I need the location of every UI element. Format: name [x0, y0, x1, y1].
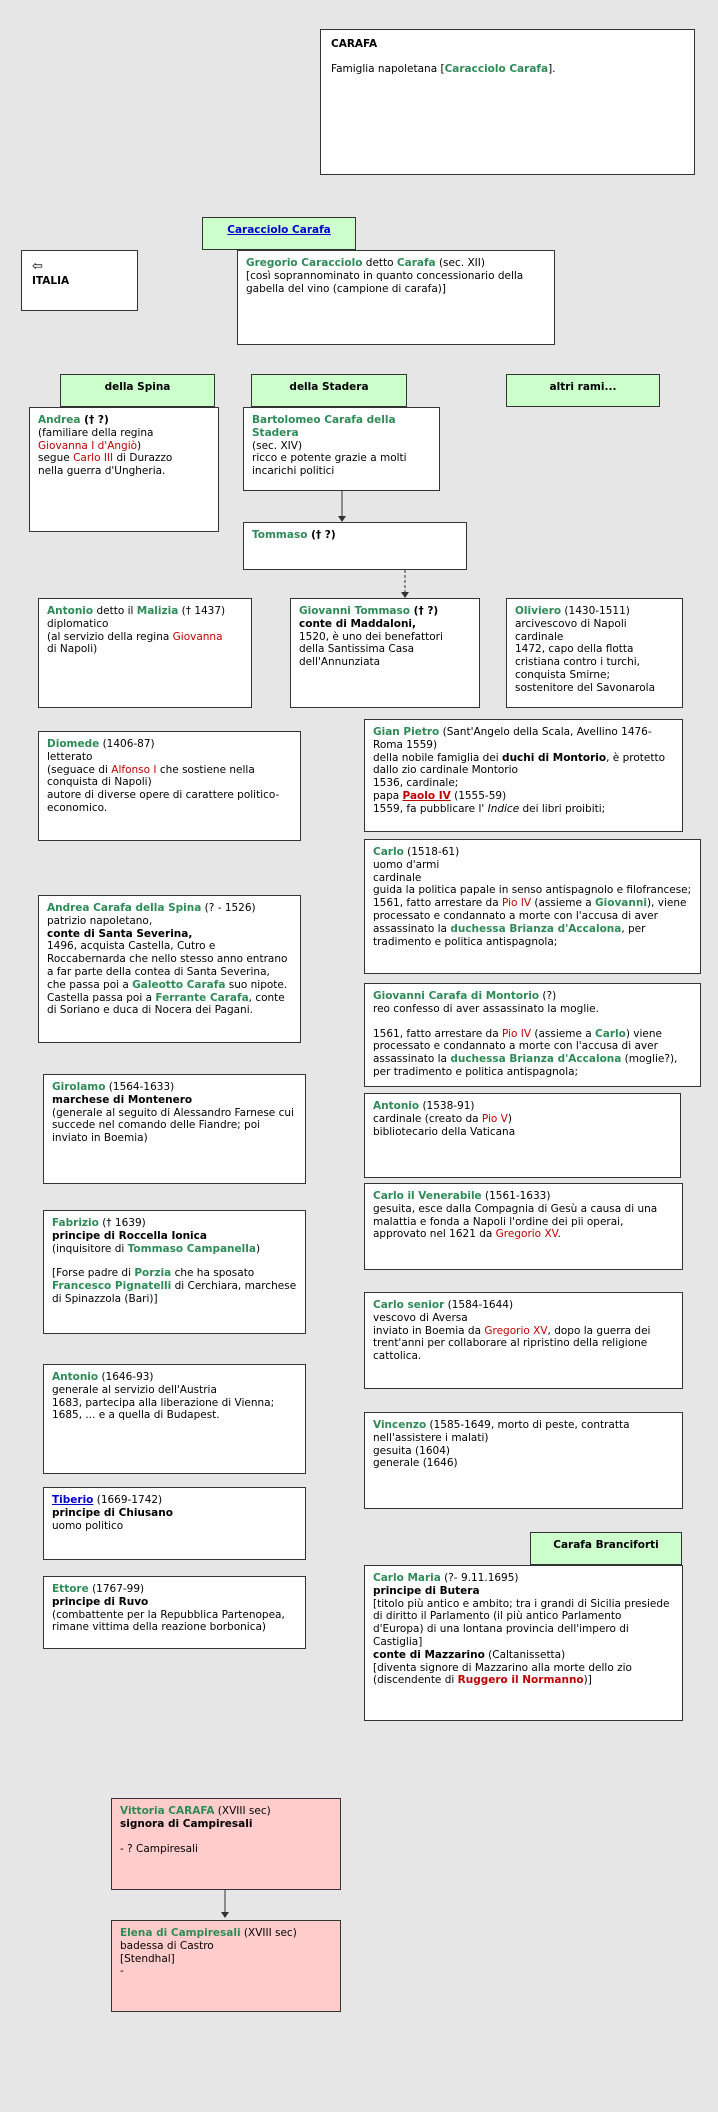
paolo-iv-link[interactable]: Paolo IV — [402, 789, 451, 802]
giovanni-tommaso-box: Giovanni Tommaso († ?) conte di Maddaloni, 1520, è uno dei benefattori della Santissima Casa dell'Annunziata — [290, 598, 480, 708]
carlo-venerabile-box: Carlo il Venerabile (1561-1633) gesuita, esce dalla Compagnia di Gesù a causa di una malattia e fonda a Napoli l'ordine dei pii operai, approvato nel 1621 da Gregorio XV. — [364, 1183, 683, 1270]
carlo-maria-box: Carlo Maria (?- 9.11.1695) principe di Butera [titolo più antico e ambito; tra i grandi di Sicilia presiede di diritto il Parlamento (il più antico Parlamento d'Europa) di una lontana provincia dell'impero di Castiglia] conte di Mazzarino (Caltanissetta) [diventa signore di Mazzarino alla morte dello zio (discendente di Ruggero il Normanno)] — [364, 1565, 683, 1721]
branch-stadera-header: della Stadera — [251, 374, 407, 407]
italia-link[interactable]: ITALIA — [32, 274, 70, 287]
gian-pietro-box: Gian Pietro (Sant'Angelo della Scala, Avellino 1476-Roma 1559) della nobile famiglia dei duchi di Montorio, è protetto dallo zio cardinale Montorio 1536, cardinale; papa Paolo IV (1555-59) 1559, fa pubblicare l' Indice dei libri proibiti; — [364, 719, 683, 832]
gregorio-box: Gregorio Caracciolo detto Carafa (sec. XII) [così soprannominato in quanto concessionario della gabella del vino (campione di carafa)] — [237, 250, 555, 345]
caracciolo-carafa-header[interactable]: Caracciolo Carafa — [202, 217, 356, 250]
girolamo-box: Girolamo (1564-1633) marchese di Montenero (generale al seguito di Alessandro Farnese cui succede nel comando delle Fiandre; poi inviato in Boemia) — [43, 1074, 306, 1184]
giovanni-montorio-box: Giovanni Carafa di Montorio (?) reo confesso di aver assassinato la moglie. 1561, fatto arrestare da Pio IV (assieme a Carlo) viene processato e condannato a morte con l'accusa di aver assassinato la duchessa Brianza d'Accalona (moglie?), per tradimento e politica antispagnola; — [364, 983, 701, 1087]
carlo-senior-box: Carlo senior (1584-1644) vescovo di Aversa inviato in Boemia da Gregorio XV, dopo la guerra dei trent'anni per collaborare al ripristino della religione cattolica. — [364, 1292, 683, 1389]
branch-altri-header: altri rami... — [506, 374, 660, 407]
family-title-box — [320, 29, 695, 175]
ettore-box: Ettore (1767-99) principe di Ruvo (combattente per la Repubblica Partenopea, rimane vittima della reazione borbonica) — [43, 1576, 306, 1649]
antonio-1538-box: Antonio (1538-91) cardinale (creato da Pio V) bibliotecario della Vaticana — [364, 1093, 681, 1178]
bartolomeo-box: Bartolomeo Carafa della Stadera (sec. XIV) ricco e potente grazie a molti incarichi politici — [243, 407, 440, 491]
fabrizio-box: Fabrizio († 1639) principe di Roccella Ionica (inquisitore di Tommaso Campanella) [Forse padre di Porzia che ha sposato Francesco Pignatelli di Cerchiara, marchese di Spinazzola (Bari)] — [43, 1210, 306, 1334]
arrow-head — [221, 1912, 229, 1918]
andrea-box: Andrea († ?) (familiare della regina Giovanna I d'Angiò) segue Carlo III di Durazzo nella guerra d'Ungheria. — [29, 407, 219, 532]
tommaso-box: Tommaso († ?) — [243, 522, 467, 570]
tiberio-link[interactable]: Tiberio — [52, 1494, 94, 1506]
back-arrow-icon[interactable]: ⇦ — [32, 259, 43, 274]
family-title: CARAFA — [331, 38, 378, 50]
carlo-1518-box: Carlo (1518-61) uomo d'armi cardinale guida la politica papale in senso antispagnolo e filofrancese; 1561, fatto arrestare da Pio IV (assieme a Giovanni), viene processato e condannato a morte con l'accusa di aver assassinato la duchessa Brianza d'Accalona, per tradimento e politica antispagnola; — [364, 839, 701, 974]
italia-nav[interactable] — [21, 250, 138, 311]
branciforti-header: Carafa Branciforti — [530, 1532, 682, 1565]
tiberio-box: Tiberio (1669-1742) principe di Chiusano uomo politico — [43, 1487, 306, 1560]
elena-box: Elena di Campiresali (XVIII sec) badessa di Castro [Stendhal] - — [111, 1920, 341, 2012]
caracciolo-link[interactable]: Caracciolo Carafa — [444, 62, 549, 75]
branch-spina-header: della Spina — [60, 374, 215, 407]
vittoria-box: Vittoria CARAFA (XVIII sec) signora di Campiresali - ? Campiresali — [111, 1798, 341, 1890]
vincenzo-box: Vincenzo (1585-1649, morto di peste, contratta nell'assistere i malati) gesuita (1604) generale (1646) — [364, 1412, 683, 1509]
andrea-spina-box: Andrea Carafa della Spina (? - 1526) patrizio napoletano, conte di Santa Severina, 1496, acquista Castella, Cutro e Roccabernarda che nello stesso anno entrano a far parte della contea di Santa Severina, che passa poi a Galeotto Carafa suo nipote. Castella passa poi a Ferrante Carafa, conte di Soriano e duca di Nocera dei Pagani. — [38, 895, 301, 1043]
antonio-1646-box: Antonio (1646-93) generale al servizio dell'Austria 1683, partecipa alla liberazione di Vienna; 1685, ... e a quella di Budapest. — [43, 1364, 306, 1474]
diomede-box: Diomede (1406-87) letterato (seguace di Alfonso I che sostiene nella conquista di Napoli) autore di diverse opere di carattere politico-economico. — [38, 731, 301, 841]
family-description: Famiglia napoletana [Caracciolo Carafa]. — [331, 62, 556, 75]
antonio-malizia-box: Antonio detto il Malizia († 1437) diplomatico (al servizio della regina Giovanna di Napoli) — [38, 598, 252, 708]
oliviero-box: Oliviero (1430-1511) arcivescovo di Napoli cardinale 1472, capo della flotta cristiana contro i turchi, conquista Smirne; sostenitore del Savonarola — [506, 598, 683, 708]
